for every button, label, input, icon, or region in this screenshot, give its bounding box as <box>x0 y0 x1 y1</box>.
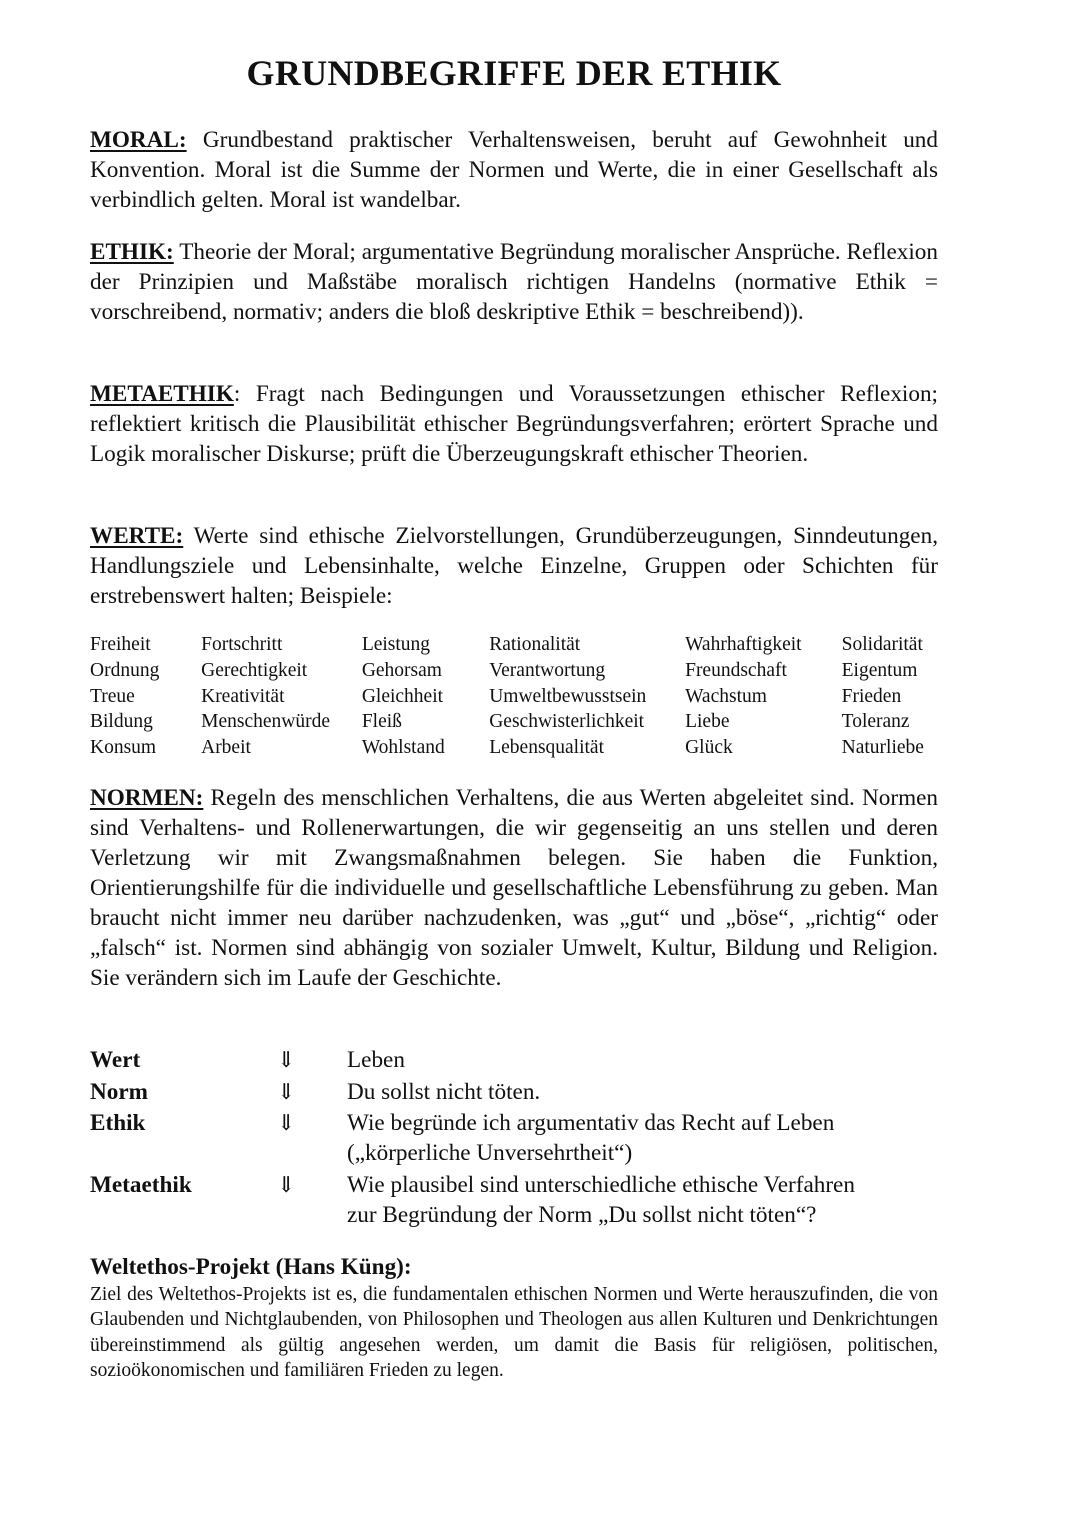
value-cell: Wohlstand <box>361 737 445 759</box>
chain-row-norm <box>90 1077 960 1107</box>
value-cell: Verantwortung <box>489 659 606 681</box>
chain-row-wert <box>90 1045 960 1075</box>
definition-moral: Grundbestand praktischer Verhaltensweisen, beruht auf Gewohnheit und Konvention. Moral ist die Summe der Normen und Werte, die in einer Gesellschaft als verbindlich gelten. Moral ist wandelbar. <box>90 127 938 213</box>
value-cell: Freundschaft <box>685 659 787 681</box>
values-examples-table <box>90 632 938 761</box>
table-row <box>90 658 938 684</box>
value-cell: Lebensqualität <box>489 737 605 759</box>
value-cell: Frieden <box>841 685 902 707</box>
term-ethik: ETHIK: <box>90 239 174 265</box>
chain-label-wert: Wert <box>90 1047 141 1073</box>
value-cell: Arbeit <box>201 737 251 759</box>
chain-text-ethik-line1: Wie begründe ich argumentativ das Recht auf Leben <box>347 1110 835 1136</box>
table-row <box>90 684 938 710</box>
definition-ethik: Theorie der Moral; argumentative Begründung moralischer Ansprüche. Reflexion der Prinzipien und Maßstäbe moralisch richtigen Handelns (normative Ethik = vorschreibend, normativ; anders die bloß deskriptive Ethik = beschreibend)). <box>90 239 938 325</box>
value-cell: Treue <box>90 685 135 707</box>
definition-normen: Regeln des menschlichen Verhaltens, die aus Werten abgeleitet sind. Normen sind Verhaltens- und Rollenerwartungen, die wir gegenseitig an uns stellen und deren Verletzung wir mit Zwangsmaßnahmen belegen. Sie haben die Funktion, Orientierungshilfe für die individuelle und gesellschaftliche Lebensführung zu geben. Man braucht nicht immer neu darüber nachzudenken, was „gut“ und „böse“, „richtig“ oder „falsch“ ist. Normen sind abhängig von sozialer Umwelt, Kultur, Bildung und Religion. Sie verändern sich im Laufe der Geschichte. <box>90 785 938 991</box>
value-cell: Liebe <box>685 711 730 733</box>
arrow-down-icon: ⇓ <box>277 1110 296 1135</box>
value-cell: Fortschritt <box>201 634 283 655</box>
table-row <box>90 632 938 658</box>
value-cell: Toleranz <box>841 711 910 733</box>
definition-metaethik: : Fragt nach Bedingungen und Voraussetzungen ethischer Reflexion; reflektiert kritisch die Plausibilität ethischer Begründungsverfahren; erörtert Sprache und Logik moralischer Diskurse; prüft die Überzeugungskraft ethischer Theorien. <box>90 381 938 467</box>
value-cell: Gehorsam <box>361 659 442 681</box>
chain-row-ethik <box>90 1108 960 1168</box>
value-cell: Freiheit <box>90 634 151 655</box>
chain-label-ethik: Ethik <box>90 1110 146 1136</box>
arrow-down-icon: ⇓ <box>277 1172 296 1197</box>
value-cell: Naturliebe <box>841 737 924 759</box>
definition-werte: Werte sind ethische Zielvorstellungen, Grundüberzeugungen, Sinndeutungen, Handlungsziele und Lebensinhalte, welche Einzelne, Gruppen oder Schichten für erstrebenswert halten; Beispiele: <box>90 523 938 609</box>
value-cell: Eigentum <box>841 659 918 681</box>
chain-label-norm: Norm <box>90 1079 148 1105</box>
value-cell: Umweltbewusstsein <box>489 685 647 707</box>
value-cell: Gleichheit <box>361 685 444 707</box>
section-ethik <box>90 237 938 327</box>
value-cell: Bildung <box>90 711 153 733</box>
value-cell: Wachstum <box>685 685 767 707</box>
value-cell: Solidarität <box>841 634 923 655</box>
value-cell: Rationalität <box>489 634 581 655</box>
value-cell: Menschenwürde <box>201 711 330 733</box>
value-cell: Leistung <box>361 634 431 655</box>
section-werte <box>90 521 938 611</box>
page-title: GRUNDBEGRIFFE DER ETHIK <box>246 53 782 93</box>
section-metaethik <box>90 379 938 469</box>
section-normen <box>90 783 938 993</box>
value-cell: Fleiß <box>361 711 402 733</box>
chain-text-norm: Du sollst nicht töten. <box>347 1079 541 1105</box>
value-cell: Geschwisterlichkeit <box>489 711 645 733</box>
chain-text-metaethik-line2: zur Begründung der Norm „Du sollst nicht töten“? <box>347 1202 817 1228</box>
chain-text-wert: Leben <box>347 1047 405 1073</box>
value-cell: Ordnung <box>90 659 160 681</box>
chain-text-ethik-line2: („körperliche Unversehrtheit“) <box>347 1140 633 1166</box>
value-cell: Gerechtigkeit <box>201 659 308 681</box>
arrow-down-icon: ⇓ <box>277 1047 296 1072</box>
arrow-down-icon: ⇓ <box>277 1079 296 1104</box>
chain-row-metaethik <box>90 1170 960 1230</box>
weltethos-heading: Weltethos-Projekt (Hans Küng): <box>90 1254 412 1280</box>
term-werte: WERTE: <box>90 523 184 549</box>
chain-label-metaethik: Metaethik <box>90 1172 192 1198</box>
section-moral <box>90 125 938 215</box>
table-row <box>90 735 938 761</box>
weltethos-text: Ziel des Weltethos-Projekts ist es, die fundamentalen ethischen Normen und Werte herauszufinden, die von Glaubenden und Nichtglaubenden, von Philosophen und Theologen aus allen Kulturen und Denkrichtungen übereinstimmend als gültig angesehen werden, um damit die Basis für religiösen, politischen, sozioökonomischen und familiären Frieden zu legen. <box>90 1284 938 1381</box>
value-cell: Glück <box>685 737 733 759</box>
term-normen: NORMEN: <box>90 785 204 811</box>
term-moral: MORAL: <box>90 127 187 153</box>
value-cell: Konsum <box>90 737 157 759</box>
value-cell: Wahrhaftigkeit <box>685 634 802 655</box>
term-metaethik: METAETHIK <box>90 381 234 407</box>
table-row <box>90 709 938 735</box>
chain-text-metaethik-line1: Wie plausibel sind unterschiedliche ethische Verfahren <box>347 1172 855 1198</box>
value-cell: Kreativität <box>201 685 285 707</box>
